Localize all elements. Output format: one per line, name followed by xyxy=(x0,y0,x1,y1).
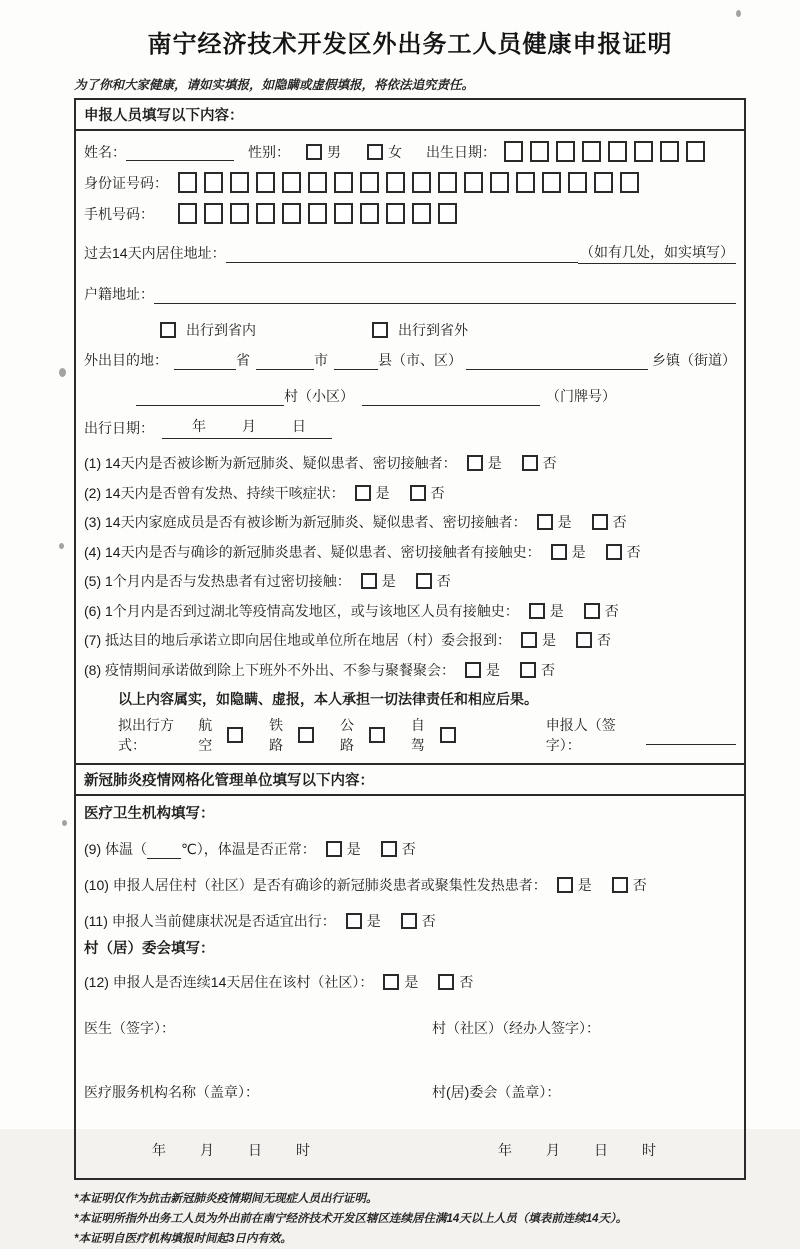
question-row-2 xyxy=(84,483,736,503)
phone-digit-boxes xyxy=(178,203,464,224)
digit-box[interactable] xyxy=(256,172,275,193)
dest-province-label: 省 xyxy=(236,352,250,368)
checkbox-q11-yes[interactable] xyxy=(346,913,362,929)
male-label: 男 xyxy=(327,143,341,160)
digit-box[interactable] xyxy=(308,203,327,224)
footnote-2: *本证明所指外出务工人员为外出前在南宁经济技术开发区辖区连续居住满14天以上人员（填表前连续14天）。 xyxy=(74,1213,628,1226)
warning-text: 为了你和大家健康，请如实填报，如隐瞒或虚假填报，将依法追究责任。 xyxy=(74,78,475,92)
dest-label: 外出目的地： xyxy=(84,352,168,368)
digit-box[interactable] xyxy=(490,172,509,193)
checkbox-mode-road[interactable] xyxy=(369,727,385,743)
doctor-sign-label[interactable]: 医生（签字）： xyxy=(84,1020,175,1036)
digit-box[interactable] xyxy=(634,141,653,162)
mode-label: 拟出行方式： xyxy=(118,717,174,753)
checkbox-q12-no[interactable] xyxy=(438,974,454,990)
row-signatures xyxy=(84,1018,736,1038)
question-8-text: (8) 疫情期间承诺做到除上下班外不外出、不参与聚餐聚会： xyxy=(84,661,455,678)
digit-box[interactable] xyxy=(438,172,457,193)
mode-rail-label: 铁路 xyxy=(269,717,284,753)
birth-digit-boxes xyxy=(504,141,712,162)
checkbox-female[interactable] xyxy=(367,144,383,160)
section2-header: 新冠肺炎疫情网格化管理单位填写以下内容： xyxy=(76,763,744,796)
dest-town-line[interactable] xyxy=(466,351,648,370)
declarant-sign-line[interactable] xyxy=(646,726,736,745)
village-committee-header: 村（居）委会填写： xyxy=(84,941,215,957)
footnotes xyxy=(74,1189,746,1249)
id-label: 身份证号码： xyxy=(84,174,168,191)
dest-province-line[interactable] xyxy=(174,351,236,370)
no-label: 否 xyxy=(421,913,436,929)
year-label: 年 xyxy=(498,1142,512,1158)
name-label: 姓名： xyxy=(84,143,126,160)
checkbox-q1-no[interactable] xyxy=(522,455,538,471)
row-seals xyxy=(84,1082,736,1102)
year-label: 年 xyxy=(152,1142,166,1158)
no-label: 否 xyxy=(436,573,451,589)
dest-village-label: 村（小区） xyxy=(284,388,354,404)
no-label: 否 xyxy=(459,974,474,990)
row-hukou xyxy=(84,284,736,304)
digit-box[interactable] xyxy=(308,172,327,193)
yes-label: 是 xyxy=(542,632,556,648)
digit-box[interactable] xyxy=(412,203,431,224)
row-datetime xyxy=(84,1140,736,1160)
digit-box[interactable] xyxy=(178,203,197,224)
hukou-input-line[interactable] xyxy=(154,285,736,304)
question-1-text: (1) 14天内是否被诊断为新冠肺炎、疑似患者、密切接触者： xyxy=(84,455,457,471)
yes-label: 是 xyxy=(346,841,361,857)
row-destination xyxy=(84,350,736,370)
checkbox-q10-yes[interactable] xyxy=(557,877,573,893)
checkbox-mode-air[interactable] xyxy=(227,727,243,743)
digit-box[interactable] xyxy=(608,141,627,162)
digit-box[interactable] xyxy=(556,141,575,162)
checkbox-q1-yes[interactable] xyxy=(467,455,483,471)
dest-village-line[interactable] xyxy=(136,387,284,406)
row-travel-date xyxy=(84,416,736,439)
scan-speck xyxy=(62,820,67,826)
question-row-5 xyxy=(84,571,736,591)
declaration-text: 以上内容属实，如隐瞒、虚报，本人承担一切法律责任和相应后果。 xyxy=(118,691,538,707)
question-row-9 xyxy=(84,839,736,859)
addr14-label: 过去14天内居住地址： xyxy=(84,245,226,261)
digit-box[interactable] xyxy=(282,203,301,224)
gender-label: 性别： xyxy=(248,143,290,160)
datetime-left xyxy=(84,1140,432,1160)
addr14-note: （如有几处，如实填写） xyxy=(578,242,736,264)
row-id-number xyxy=(84,172,736,193)
digit-box[interactable] xyxy=(360,203,379,224)
female-label: 女 xyxy=(388,143,402,160)
digit-box[interactable] xyxy=(660,141,679,162)
dest-house-label: （门牌号） xyxy=(546,388,616,404)
checkbox-q6-yes[interactable] xyxy=(529,603,545,619)
dest-city-line[interactable] xyxy=(256,351,314,370)
digit-box[interactable] xyxy=(582,141,601,162)
medical-org-seal-label[interactable]: 医疗服务机构名称（盖章）： xyxy=(84,1084,259,1100)
checkbox-q4-no[interactable] xyxy=(606,544,622,560)
question-row-11 xyxy=(84,911,736,931)
no-label: 否 xyxy=(604,602,619,619)
checkbox-province-in[interactable] xyxy=(160,322,176,338)
question-6-text: (6) 1个月内是否到过湖北等疫情高发地区，或与该地区人员有接触史： xyxy=(84,602,519,619)
digit-box[interactable] xyxy=(204,203,223,224)
digit-box[interactable] xyxy=(530,141,549,162)
yes-label: 是 xyxy=(577,877,592,893)
question-row-8 xyxy=(84,660,736,680)
digit-box[interactable] xyxy=(412,172,431,193)
scan-speck xyxy=(736,10,741,17)
checkbox-mode-rail[interactable] xyxy=(298,727,314,743)
checkbox-q4-yes[interactable] xyxy=(551,544,567,560)
travel-in-label: 出行到省内 xyxy=(186,322,256,338)
addr14-input-line[interactable] xyxy=(226,244,578,263)
row-travel-scope xyxy=(84,320,736,340)
row-phone xyxy=(84,203,736,224)
phone-label: 手机号码： xyxy=(84,205,154,222)
mode-air-label: 航空 xyxy=(198,717,213,753)
checkbox-mode-drive[interactable] xyxy=(440,727,456,743)
question-row-4 xyxy=(84,542,736,562)
yes-label: 是 xyxy=(557,514,572,530)
row-travel-mode xyxy=(118,715,736,755)
footnote-1: *本证明仅作为抗击新冠肺炎疫情期间无现症人员出行证明。 xyxy=(74,1193,378,1205)
question-2-text: (2) 14天内是否曾有发热、持续干咳症状： xyxy=(84,484,345,501)
hour-label: 时 xyxy=(296,1142,310,1158)
yes-label: 是 xyxy=(549,602,564,619)
question-row-6 xyxy=(84,601,736,621)
datetime-right xyxy=(432,1140,656,1160)
no-label: 否 xyxy=(541,661,555,678)
digit-box[interactable] xyxy=(360,172,379,193)
medical-org-header: 医疗卫生机构填写： xyxy=(84,806,215,822)
mode-road-label: 公路 xyxy=(339,717,354,753)
dest-house-line[interactable] xyxy=(362,387,540,406)
no-label: 否 xyxy=(597,632,611,648)
digit-box[interactable] xyxy=(504,141,523,162)
checkbox-q2-no[interactable] xyxy=(410,485,426,501)
mode-drive-label: 自驾 xyxy=(410,717,425,753)
travel-date-line[interactable] xyxy=(162,416,332,439)
checkbox-q3-no[interactable] xyxy=(592,514,608,530)
hour-label: 时 xyxy=(642,1142,656,1158)
checkbox-male[interactable] xyxy=(306,144,322,160)
yes-label: 是 xyxy=(381,573,396,589)
page-title: 南宁经济技术开发区外出务工人员健康申报证明 xyxy=(147,31,673,58)
checkbox-q9-no[interactable] xyxy=(381,841,397,857)
checkbox-q11-no[interactable] xyxy=(401,913,417,929)
dest-town-label: 乡镇（街道） xyxy=(652,352,736,368)
checkbox-q8-no[interactable] xyxy=(520,662,536,678)
digit-box[interactable] xyxy=(568,172,587,193)
month-label: 月 xyxy=(242,418,256,434)
digit-box[interactable] xyxy=(230,172,249,193)
question-row-7 xyxy=(84,630,736,650)
checkbox-province-out[interactable] xyxy=(372,322,388,338)
digit-box[interactable] xyxy=(256,203,275,224)
day-label: 日 xyxy=(248,1142,262,1158)
question-9-suffix: ℃），体温是否正常： xyxy=(181,841,316,857)
digit-box[interactable] xyxy=(178,172,197,193)
name-input-line[interactable] xyxy=(126,142,234,161)
digit-box[interactable] xyxy=(542,172,561,193)
month-label: 月 xyxy=(546,1142,560,1158)
yes-label: 是 xyxy=(487,455,502,471)
form-table xyxy=(74,98,746,1180)
no-label: 否 xyxy=(430,484,445,501)
yes-label: 是 xyxy=(486,661,500,678)
question-11-text: (11) 申报人当前健康状况是否适宜出行： xyxy=(84,913,336,929)
question-row-3 xyxy=(84,512,736,532)
row-village-door xyxy=(84,386,736,406)
question-4-text: (4) 14天内是否与确诊的新冠肺炎患者、疑似患者、密切接触者有接触史： xyxy=(84,543,541,560)
digit-box[interactable] xyxy=(438,203,457,224)
committee-seal-label[interactable]: 村(居)委会（盖章）： xyxy=(432,1084,561,1100)
digit-box[interactable] xyxy=(334,172,353,193)
travel-date-label: 出行日期： xyxy=(84,419,154,436)
hukou-label: 户籍地址： xyxy=(84,286,154,302)
day-label: 日 xyxy=(594,1142,608,1158)
scan-speck xyxy=(59,368,66,377)
checkbox-q5-no[interactable] xyxy=(416,573,432,589)
checkbox-q12-yes[interactable] xyxy=(383,974,399,990)
question-5-text: (5) 1个月内是否与发热患者有过密切接触： xyxy=(84,573,351,589)
day-label: 日 xyxy=(292,418,306,434)
question-3-text: (3) 14天内家庭成员是否有被诊断为新冠肺炎、疑似患者、密切接触者： xyxy=(84,514,527,530)
checkbox-q10-no[interactable] xyxy=(612,877,628,893)
declarant-sign-label: 申报人（签字）： xyxy=(545,717,616,753)
question-7-text: (7) 抵达目的地后承诺立即向居住地或单位所在地居（村）委会报到： xyxy=(84,632,511,648)
month-label: 月 xyxy=(200,1142,214,1158)
yes-label: 是 xyxy=(404,974,419,990)
checkbox-q5-yes[interactable] xyxy=(361,573,377,589)
digit-box[interactable] xyxy=(594,172,613,193)
checkbox-q8-yes[interactable] xyxy=(465,662,481,678)
row-addr14 xyxy=(84,242,736,264)
no-label: 否 xyxy=(542,455,557,471)
checkbox-q7-yes[interactable] xyxy=(521,632,537,648)
question-9-prefix: (9) 体温（ xyxy=(84,841,147,857)
yes-label: 是 xyxy=(375,484,390,501)
section1-header: 申报人员填写以下内容： xyxy=(76,100,744,131)
checkbox-q9-yes[interactable] xyxy=(326,841,342,857)
temperature-input-line[interactable] xyxy=(147,840,181,859)
dest-city-label: 市 xyxy=(314,352,328,368)
question-row-1 xyxy=(84,453,736,473)
digit-box[interactable] xyxy=(686,141,705,162)
digit-box[interactable] xyxy=(386,172,405,193)
question-10-text: (10) 申报人居住村（社区）是否有确诊的新冠肺炎患者或聚集性发热患者： xyxy=(84,877,547,893)
dest-county-label: 县（市、区） xyxy=(378,352,462,368)
row-name-gender-birth xyxy=(84,141,736,162)
digit-box[interactable] xyxy=(204,172,223,193)
question-row-12 xyxy=(84,972,736,992)
digit-box[interactable] xyxy=(282,172,301,193)
digit-box[interactable] xyxy=(516,172,535,193)
no-label: 否 xyxy=(626,543,641,560)
digit-box[interactable] xyxy=(334,203,353,224)
no-label: 否 xyxy=(632,877,647,893)
year-label: 年 xyxy=(192,418,206,434)
birth-label: 出生日期： xyxy=(426,143,496,160)
digit-box[interactable] xyxy=(386,203,405,224)
digit-box[interactable] xyxy=(620,172,639,193)
dest-county-line[interactable] xyxy=(334,351,378,370)
checkbox-q2-yes[interactable] xyxy=(355,485,371,501)
yes-label: 是 xyxy=(571,543,586,560)
checkbox-q6-no[interactable] xyxy=(584,603,600,619)
digit-box[interactable] xyxy=(464,172,483,193)
no-label: 否 xyxy=(401,841,416,857)
digit-box[interactable] xyxy=(230,203,249,224)
village-sign-label[interactable]: 村（社区）（经办人签字）： xyxy=(432,1020,600,1036)
no-label: 否 xyxy=(612,514,627,530)
question-row-10 xyxy=(84,875,736,895)
travel-out-label: 出行到省外 xyxy=(398,322,468,338)
checkbox-q7-no[interactable] xyxy=(576,632,592,648)
yes-label: 是 xyxy=(366,913,381,929)
question-12-text: (12) 申报人是否连续14天居住在该村（社区）： xyxy=(84,974,374,990)
checkbox-q3-yes[interactable] xyxy=(537,514,553,530)
footnote-3: *本证明自医疗机构填报时间起3日内有效。 xyxy=(74,1233,292,1246)
scan-speck xyxy=(59,543,64,549)
id-digit-boxes xyxy=(178,172,646,193)
